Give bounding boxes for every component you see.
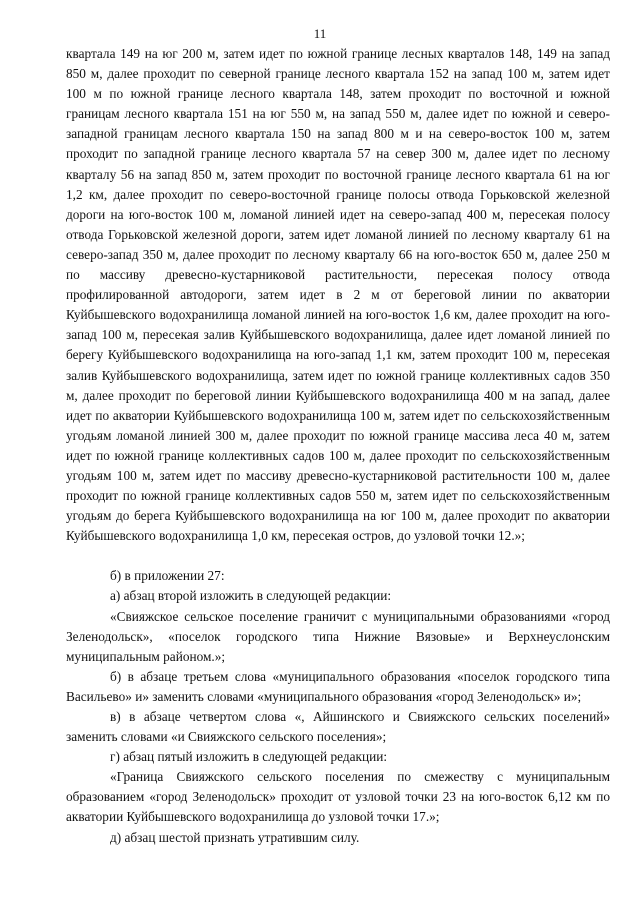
paragraph-spacer bbox=[66, 546, 610, 566]
subitem-b: б) в абзаце третьем слова «муниципального образования «поселок городского типа Васильево» и» заменить словами «муниципального образования «город Зеленодольск» и»; bbox=[66, 668, 610, 704]
subitem-g: г) абзац пятый изложить в следующей редакции: bbox=[110, 749, 388, 765]
subitem-a-quote: «Свияжское сельское поселение граничит с муниципальными образованиями «город Зеленодольск», «поселок городского типа Нижние Вязовые» и Верхнеуслонским муниципальным районом.»; bbox=[66, 608, 610, 664]
page-number: 11 bbox=[313, 26, 327, 41]
subitem-g-quote: «Граница Свияжского сельского поселения по смежеству с муниципальным образованием «город Зеленодольск» проходит от узловой точки 23 на юго-восток 6,12 км по акватории Куйбышевского водохранилища до узловой точки 17.»; bbox=[66, 769, 610, 825]
boundary-description-paragraph: квартала 149 на юг 200 м, затем идет по южной границе лесных кварталов 148, 149 на запад 850 м, далее проходит по северной границе лесного квартала 152 на запад 100 м, затем идет 100 м по южной границе лесного квартала 148, затем проходит по восточной и южной границам лесного квартала 151 на юг 550 м, на запад 550 м, далее идет по южной и северо-западной границам лесного квартала 150 на запад 800 м и на северо-восток 100 м, затем проходит по западной границе лесного квартала 57 на север 300 м, далее идет по лесному кварталу 56 на запад 850 м, затем проходит по восточной границе лесного квартала 61 на юг 1,2 км, далее проходит по северо-восточной границе полосы отвода Горьковской железной дороги на юго-восток 100 м, ломаной линией идет на северо-запад 400 м, пересекая полосу отвода Горьковской железной дороги, затем идет ломаной линией по лесному кварталу 61 на северо-запад 350 м, далее проходит по лесному кварталу 66 на юго-восток 650 м, далее 250 м по массиву древесно-кустарниковой растительности, пересекая полосу отвода профилированной автодороги, затем идет в 2 м от береговой линии по акватории Куйбышевского водохранилища ломаной линией на юго-восток 1,6 км, далее проходит на юго-запад 100 м, пересекая залив Куйбышевского водохранилища, далее идет ломаной линией по берегу Куйбышевского водохранилища на юго-запад 1,1 км, затем проходит 100 м, пересекая залив Куйбышевского водохранилища, затем идет по южной границе коллективных садов 350 м, далее проходит по береговой линии Куйбышевского водохранилища 400 м на запад, далее идет по акватории Куйбышевского водохранилища 100 м, затем идет по сельскохозяйственным угодьям ломаной линией 300 м, далее проходит по южной границе массива леса 40 м, затем идет по южной границе коллективных садов 100 м, далее проходит по сельскохозяйственным угодьям 100 м, затем идет по массиву древесно-кустарниковой растительности 100 м, далее проходит по южной границе коллективных садов 550 м, затем идет по сельскохозяйственным угодьям до берега Куйбышевского водохранилища на юг 100 м, далее проходит по акватории Куйбышевского водохранилища 1,0 км, пересекая остров, до узловой точки 12.»; bbox=[66, 46, 610, 544]
document-body bbox=[66, 44, 610, 848]
subitem-a: а) абзац второй изложить в следующей редакции: bbox=[110, 588, 392, 604]
appendix-27-heading: б) в приложении 27: bbox=[110, 568, 225, 584]
subitem-v: в) в абзаце четвертом слова «, Айшинского и Свияжского сельских поселений» заменить словами «и Свияжского сельского поселения»; bbox=[66, 709, 610, 745]
subitem-d: д) абзац шестой признать утратившим силу. bbox=[110, 829, 360, 845]
